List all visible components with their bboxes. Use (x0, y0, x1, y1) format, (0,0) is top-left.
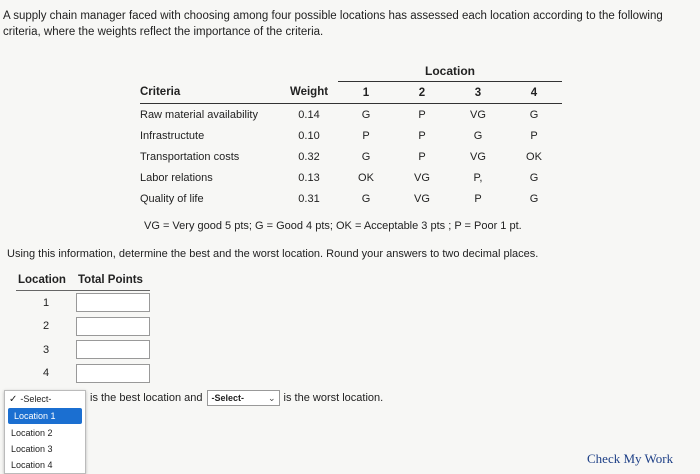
location-1-header: 1 (338, 82, 394, 104)
total-points-input-4[interactable] (76, 364, 150, 383)
criteria-header: Criteria (140, 82, 280, 104)
table-row (140, 104, 562, 126)
rating-cell: G (473, 129, 483, 142)
rating-cell: P (418, 150, 426, 163)
table-row (16, 362, 150, 386)
best-location-dropdown-menu[interactable] (4, 390, 86, 474)
rating-cell: G (361, 192, 371, 205)
total-points-input-1[interactable] (76, 293, 150, 312)
criteria-name: Raw material availability (140, 108, 258, 121)
checkmark-icon: ✓ (9, 394, 18, 405)
criteria-name: Transportation costs (140, 150, 240, 163)
location-4-header: 4 (506, 82, 562, 104)
answer-location: 1 (42, 296, 50, 309)
rating-cell: G (361, 150, 371, 163)
rating-cell: VG (470, 150, 486, 163)
location-3-header: 3 (450, 82, 506, 104)
answer-table (16, 272, 150, 385)
answer-sentence (88, 390, 385, 406)
dropdown-option-select[interactable]: ✓ -Select- (9, 394, 52, 405)
rating-cell: VG (414, 171, 430, 184)
location-group-header: Location (338, 60, 562, 82)
rating-cell: P (418, 108, 426, 121)
dropdown-option-location-1[interactable]: Location 1 (8, 408, 82, 424)
rating-cell: G (529, 171, 539, 184)
table-row (16, 315, 150, 339)
answer-location: 3 (42, 343, 50, 356)
weight-header: Weight (280, 82, 338, 104)
criteria-weight: 0.32 (298, 150, 320, 163)
rating-cell: OK (358, 171, 374, 184)
answer-location-header: Location (16, 272, 76, 291)
table-row (16, 291, 150, 315)
total-points-input-3[interactable] (76, 340, 150, 359)
criteria-weight: 0.10 (298, 129, 320, 142)
intro-text: A supply chain manager faced with choosing among four possible locations has assessed each location according to the following criteria, where the weights reflect the importance of the criteria. (3, 10, 663, 38)
instruction-text: Using this information, determine the best and the worst location. Round your answers to two decimal places. (7, 248, 539, 260)
table-row (140, 146, 562, 167)
rating-cell: OK (526, 150, 542, 163)
chevron-down-icon: ⌄ (267, 393, 276, 403)
answer-location: 2 (42, 320, 50, 333)
criteria-name: Quality of life (140, 192, 204, 205)
table-row (16, 338, 150, 362)
check-my-work-link[interactable]: Check My Work (587, 451, 674, 466)
dropdown-option-location-3[interactable]: Location 3 (11, 444, 53, 454)
criteria-weight: 0.14 (298, 108, 320, 121)
rating-cell: G (529, 192, 539, 205)
dropdown-option-location-2[interactable]: Location 2 (11, 428, 53, 438)
dropdown-option-location-4[interactable]: Location 4 (11, 460, 53, 470)
criteria-weight: 0.13 (298, 171, 320, 184)
rating-cell: VG (470, 108, 486, 121)
rating-legend: VG = Very good 5 pts; G = Good 4 pts; OK = Acceptable 3 pts ; P = Poor 1 pt. (144, 220, 522, 232)
table-row (140, 167, 562, 188)
answer-location: 4 (42, 367, 50, 380)
criteria-name: Labor relations (140, 171, 213, 184)
criteria-name: Infrastructute (140, 129, 205, 142)
worst-location-select[interactable]: -Select- ⌄ (207, 390, 280, 406)
rating-cell: P (474, 192, 482, 205)
rating-cell: G (529, 108, 539, 121)
criteria-table (140, 60, 562, 209)
table-row (140, 125, 562, 146)
rating-cell: P (362, 129, 370, 142)
answer-points-header: Total Points (76, 272, 150, 291)
worst-location-text: is the worst location. (283, 392, 384, 404)
criteria-weight: 0.31 (298, 192, 320, 205)
rating-cell: P, (473, 171, 483, 184)
rating-cell: P (530, 129, 538, 142)
rating-cell: VG (414, 192, 430, 205)
location-2-header: 2 (394, 82, 450, 104)
rating-cell: P (418, 129, 426, 142)
best-location-text: is the best location and (90, 392, 203, 404)
total-points-input-2[interactable] (76, 317, 150, 336)
table-row (140, 188, 562, 209)
rating-cell: G (361, 108, 371, 121)
